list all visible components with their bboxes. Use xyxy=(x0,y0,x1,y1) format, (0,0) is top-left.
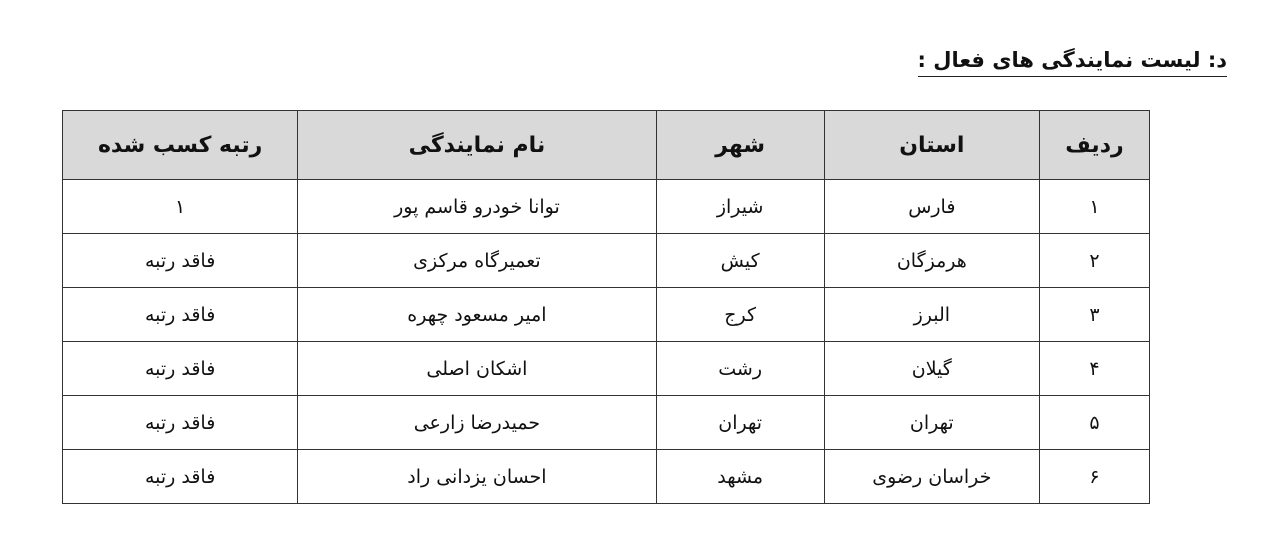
cell-city: کرج xyxy=(656,288,824,342)
cell-province: هرمزگان xyxy=(824,234,1039,288)
table-row xyxy=(63,288,1150,342)
header-province: استان xyxy=(824,111,1039,180)
cell-row-number: ۵ xyxy=(1039,396,1149,450)
cell-agency-name: توانا خودرو قاسم پور xyxy=(298,180,656,234)
cell-row-number: ۳ xyxy=(1039,288,1149,342)
cell-city: شیراز xyxy=(656,180,824,234)
cell-province: البرز xyxy=(824,288,1039,342)
cell-rank: ۱ xyxy=(63,180,298,234)
cell-city: مشهد xyxy=(656,450,824,504)
cell-province: فارس xyxy=(824,180,1039,234)
header-row-number: ردیف xyxy=(1039,111,1149,180)
table-header-row xyxy=(63,111,1150,180)
cell-city: تهران xyxy=(656,396,824,450)
table-row xyxy=(63,396,1150,450)
cell-agency-name: امیر مسعود چهره xyxy=(298,288,656,342)
section-heading: د: لیست نمایندگی های فعال : xyxy=(918,48,1227,77)
cell-agency-name: احسان یزدانی راد xyxy=(298,450,656,504)
cell-city: کیش xyxy=(656,234,824,288)
cell-agency-name: حمیدرضا زارعی xyxy=(298,396,656,450)
table-row xyxy=(63,450,1150,504)
header-agency-name: نام نمایندگی xyxy=(298,111,656,180)
cell-province: خراسان رضوی xyxy=(824,450,1039,504)
cell-city: رشت xyxy=(656,342,824,396)
cell-province: گیلان xyxy=(824,342,1039,396)
cell-province: تهران xyxy=(824,396,1039,450)
cell-row-number: ۱ xyxy=(1039,180,1149,234)
cell-rank: فاقد رتبه xyxy=(63,396,298,450)
table-row xyxy=(63,234,1150,288)
cell-row-number: ۶ xyxy=(1039,450,1149,504)
active-agencies-table xyxy=(62,110,1150,504)
cell-rank: فاقد رتبه xyxy=(63,234,298,288)
cell-row-number: ۴ xyxy=(1039,342,1149,396)
cell-agency-name: تعمیرگاه مرکزی xyxy=(298,234,656,288)
header-rank: رتبه کسب شده xyxy=(63,111,298,180)
table-row xyxy=(63,342,1150,396)
table-row xyxy=(63,180,1150,234)
cell-rank: فاقد رتبه xyxy=(63,450,298,504)
cell-rank: فاقد رتبه xyxy=(63,288,298,342)
header-city: شهر xyxy=(656,111,824,180)
cell-row-number: ۲ xyxy=(1039,234,1149,288)
cell-agency-name: اشکان اصلی xyxy=(298,342,656,396)
cell-rank: فاقد رتبه xyxy=(63,342,298,396)
